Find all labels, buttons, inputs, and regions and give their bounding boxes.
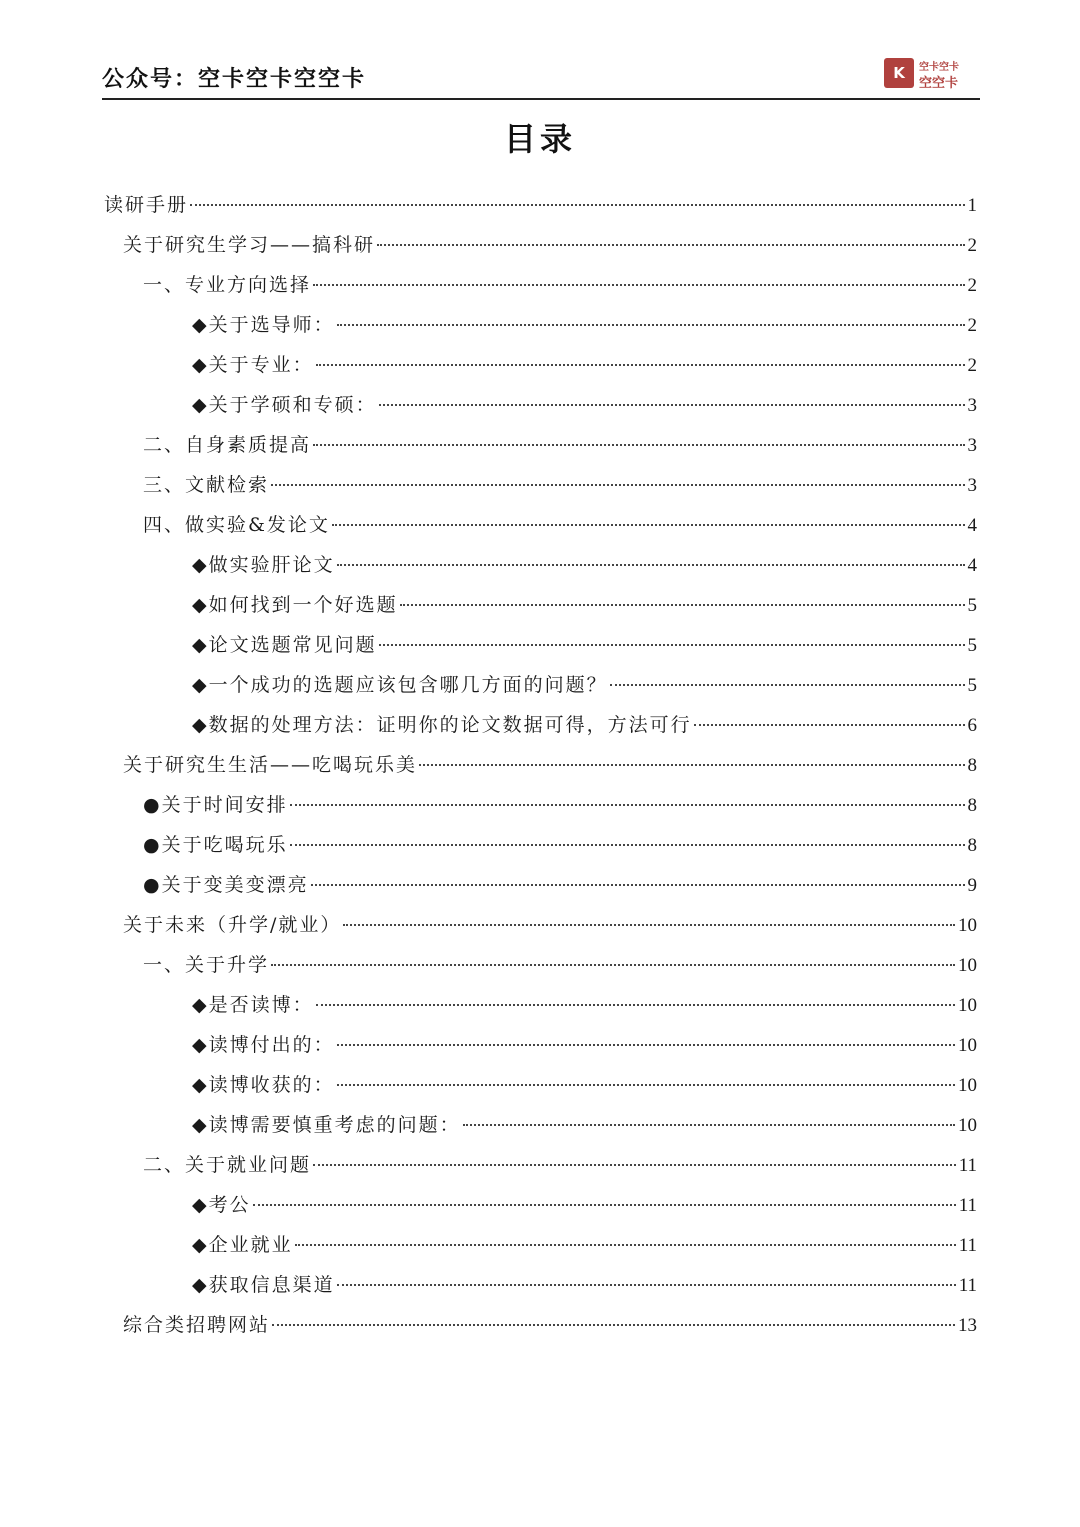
toc-entry-page-number: 5 [967, 635, 977, 656]
toc-dot-leader [313, 284, 964, 286]
toc-entry[interactable] [192, 1230, 977, 1260]
toc-entry[interactable] [104, 190, 977, 220]
toc-entry[interactable] [143, 950, 977, 980]
toc-entry-page-number: 10 [958, 955, 977, 976]
toc-dot-leader [295, 1244, 956, 1246]
toc-entry-label: ◆是否读博： [192, 994, 314, 1016]
toc-entry-label: ●关于吃喝玩乐 [143, 834, 288, 856]
toc-entry[interactable] [192, 710, 977, 740]
toc-dot-leader [316, 1004, 955, 1006]
toc-entry[interactable] [143, 510, 977, 540]
toc-entry-label: 二、关于就业问题 [143, 1154, 312, 1176]
toc-entry-page-number: 1 [967, 195, 977, 216]
toc-entry-label: ◆论文选题常见问题 [192, 634, 377, 656]
toc-entry-label: ◆获取信息渠道 [192, 1274, 335, 1296]
toc-entry[interactable] [143, 790, 977, 820]
toc-dot-leader [271, 964, 955, 966]
toc-entry-label: 一、关于升学 [143, 954, 270, 976]
toc-entry-page-number: 2 [967, 235, 977, 256]
toc-dot-leader [377, 244, 964, 246]
toc-entry-page-number: 11 [958, 1195, 977, 1216]
toc-entry[interactable] [143, 430, 977, 460]
toc-dot-leader [463, 1124, 955, 1126]
toc-dot-leader [337, 1284, 956, 1286]
toc-entry-page-number: 10 [958, 1075, 977, 1096]
toc-entry[interactable] [192, 310, 977, 340]
toc-entry-label: 关于未来（升学/就业） [123, 914, 342, 936]
toc-entry-page-number: 2 [967, 275, 977, 296]
logo-text-bottom: 空空卡 [919, 76, 959, 91]
toc-dot-leader [337, 1084, 955, 1086]
toc-dot-leader [311, 884, 965, 886]
toc-entry[interactable] [192, 1110, 977, 1140]
toc-entry-page-number: 2 [967, 315, 977, 336]
toc-entry-label: ◆做实验肝论文 [192, 554, 335, 576]
toc-entry[interactable] [143, 830, 977, 860]
toc-dot-leader [290, 844, 965, 846]
toc-dot-leader [313, 1164, 956, 1166]
toc-dot-leader [379, 644, 965, 646]
toc-entry-label: 关于研究生生活——吃喝玩乐美 [123, 754, 418, 776]
toc-entry-page-number: 13 [958, 1315, 977, 1336]
toc-entry-page-number: 4 [967, 515, 977, 536]
toc-entry[interactable] [192, 350, 977, 380]
toc-entry-label: ◆数据的处理方法：证明你的论文数据可得，方法可行 [192, 714, 692, 736]
toc-entry-label: ◆考公 [192, 1194, 251, 1216]
toc-entry[interactable] [143, 470, 977, 500]
toc-entry-page-number: 2 [967, 355, 977, 376]
toc-entry-label: ◆一个成功的选题应该包含哪几方面的问题？ [192, 674, 608, 696]
toc-entry[interactable] [123, 1310, 977, 1340]
toc-dot-leader [290, 804, 965, 806]
toc-dot-leader [694, 724, 965, 726]
logo-icon: K [884, 58, 914, 88]
toc-entry[interactable] [192, 670, 977, 700]
toc-entry-page-number: 11 [958, 1275, 977, 1296]
toc-dot-leader [400, 604, 965, 606]
toc-dot-leader [610, 684, 965, 686]
toc-entry-page-number: 3 [967, 435, 977, 456]
toc-dot-leader [419, 764, 964, 766]
toc-entry-label: ●关于时间安排 [143, 794, 288, 816]
toc-entry-page-number: 5 [967, 595, 977, 616]
brand-logo [884, 56, 974, 94]
toc-entry-label: 关于研究生学习——搞科研 [123, 234, 376, 256]
toc-entry[interactable] [143, 870, 977, 900]
toc-entry-label: ◆关于专业： [192, 354, 314, 376]
toc-entry[interactable] [192, 630, 977, 660]
toc-dot-leader [316, 364, 965, 366]
toc-entry-label: 一、专业方向选择 [143, 274, 312, 296]
toc-entry[interactable] [192, 1030, 977, 1060]
toc-entry-label: ◆企业就业 [192, 1234, 293, 1256]
toc-entry[interactable] [192, 1270, 977, 1300]
header-text: 公众号：空卡空卡空空卡 [102, 67, 367, 92]
toc-entry-page-number: 8 [967, 795, 977, 816]
toc-entry-page-number: 10 [958, 1115, 977, 1136]
toc-entry-page-number: 10 [958, 915, 977, 936]
toc-dot-leader [343, 924, 955, 926]
toc-entry-label: ◆读博收获的： [192, 1074, 335, 1096]
toc-entry[interactable] [192, 390, 977, 420]
toc-entry-page-number: 10 [958, 1035, 977, 1056]
logo-text-top: 空卡空卡 [919, 62, 959, 73]
toc-entry[interactable] [143, 1150, 977, 1180]
toc-entry-label: 三、文献检索 [143, 474, 270, 496]
toc-entry[interactable] [192, 1190, 977, 1220]
toc-entry-label: 读研手册 [104, 194, 189, 216]
toc-dot-leader [271, 484, 964, 486]
toc-entry-page-number: 4 [967, 555, 977, 576]
toc-dot-leader [337, 564, 965, 566]
toc-entry-page-number: 8 [967, 835, 977, 856]
toc-entry[interactable] [192, 990, 977, 1020]
toc-entry[interactable] [192, 590, 977, 620]
toc-entry-label: 四、做实验&发论文 [143, 514, 330, 536]
toc-dot-leader [272, 1324, 955, 1326]
page-header [102, 60, 980, 100]
toc-entry-label: 二、自身素质提高 [143, 434, 312, 456]
toc-entry-label: ◆读博付出的： [192, 1034, 335, 1056]
toc-entry-label: ◆关于学硕和专硕： [192, 394, 377, 416]
page-title: 目录 [503, 120, 576, 158]
toc-entry-label: ◆关于选导师： [192, 314, 335, 336]
toc-entry[interactable] [123, 910, 977, 940]
toc-dot-leader [379, 404, 965, 406]
toc-entry[interactable] [143, 270, 977, 300]
toc-dot-leader [313, 444, 964, 446]
toc-dot-leader [332, 524, 965, 526]
toc-entry[interactable] [192, 550, 977, 580]
toc-entry[interactable] [123, 750, 977, 780]
toc-dot-leader [337, 324, 965, 326]
toc-entry-page-number: 10 [958, 995, 977, 1016]
toc-dot-leader [253, 1204, 956, 1206]
toc-entry[interactable] [123, 230, 977, 260]
toc-entry-page-number: 9 [967, 875, 977, 896]
toc-entry-page-number: 3 [967, 395, 977, 416]
toc-entry-label: ◆如何找到一个好选题 [192, 594, 398, 616]
toc-entry-page-number: 3 [967, 475, 977, 496]
toc-entry-page-number: 8 [967, 755, 977, 776]
toc-entry-page-number: 5 [967, 675, 977, 696]
toc-dot-leader [190, 204, 964, 206]
toc-entry[interactable] [192, 1070, 977, 1100]
toc-dot-leader [337, 1044, 955, 1046]
toc-entry-page-number: 11 [958, 1235, 977, 1256]
toc-entry-label: ◆读博需要慎重考虑的问题： [192, 1114, 461, 1136]
toc-entry-label: 综合类招聘网站 [123, 1314, 271, 1336]
toc-entry-page-number: 6 [967, 715, 977, 736]
toc-entry-page-number: 11 [958, 1155, 977, 1176]
toc-entry-label: ●关于变美变漂亮 [143, 874, 309, 896]
